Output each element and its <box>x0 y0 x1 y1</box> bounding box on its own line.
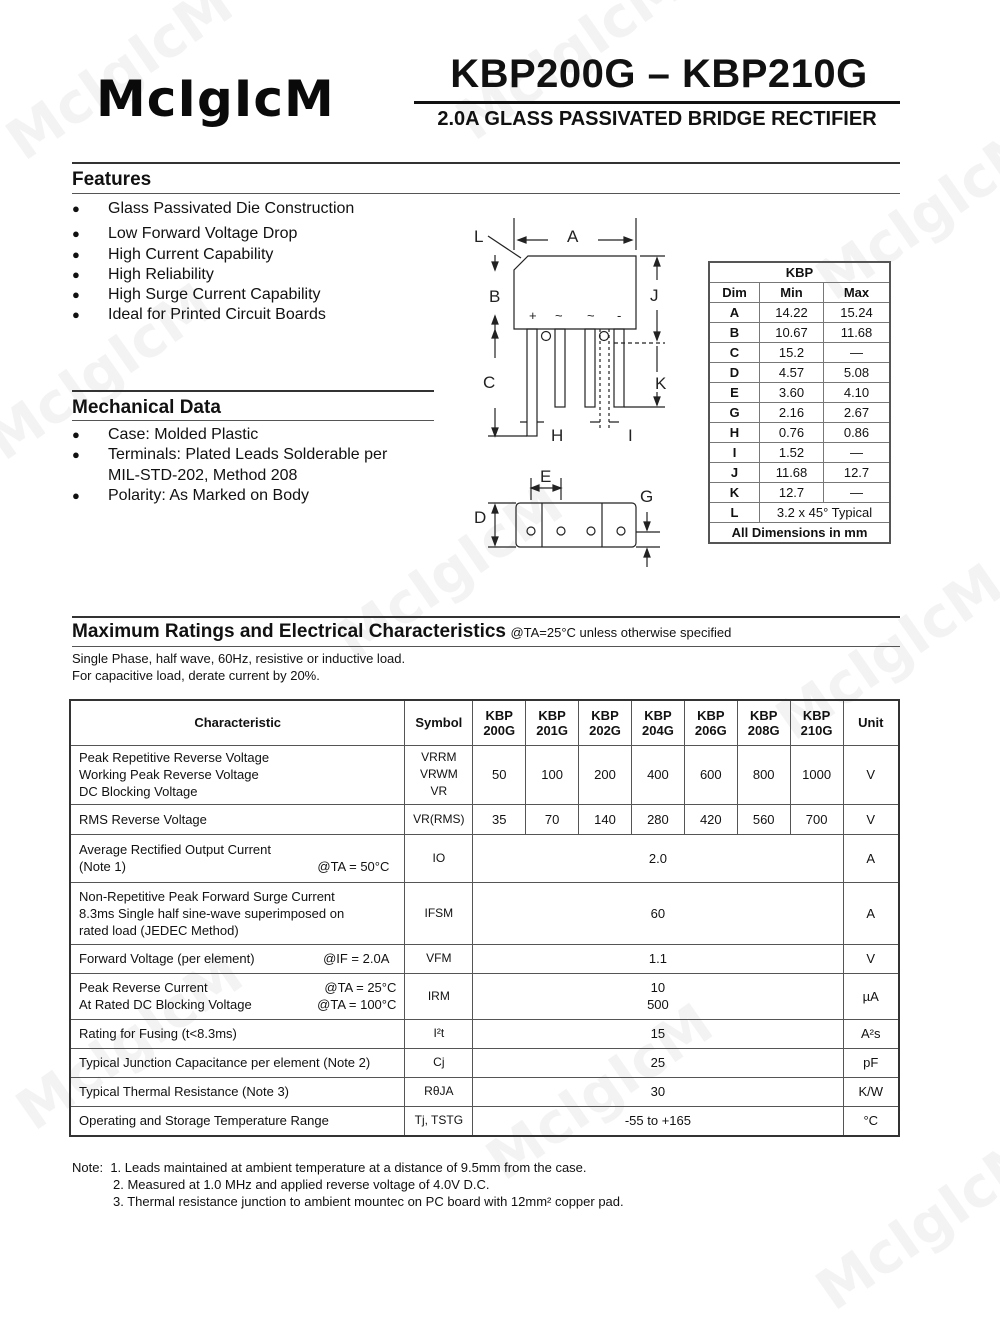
kink <box>600 332 609 341</box>
symbol-cell: RθJA <box>405 1077 473 1106</box>
table-row <box>70 1048 899 1077</box>
mechanical-heading: Mechanical Data <box>72 397 221 418</box>
part-suffix: 204G <box>642 722 674 738</box>
col-characteristic: Characteristic <box>70 700 405 745</box>
max-cell: 11.68 <box>824 323 891 343</box>
part-prefix: KBP <box>644 707 672 723</box>
part-prefix: KBP <box>538 707 566 723</box>
ratings-table <box>69 699 900 1137</box>
dim-table-header: Min <box>760 283 824 303</box>
dim-cell: A <box>709 303 760 323</box>
list-item: ● High Current Capability <box>72 245 354 265</box>
char-line: Peak Reverse Current @TA = 25°C <box>79 980 397 995</box>
list-item: ● Case: Molded Plastic <box>72 425 417 445</box>
value-cell: 1000 <box>790 745 843 804</box>
symbol-cell: VR(RMS) <box>405 804 473 834</box>
max-cell: 15.24 <box>824 303 891 323</box>
symbol-cell: IFSM <box>405 882 473 944</box>
ratings-heading: Maximum Ratings and Electrical Characteristics <box>72 621 506 642</box>
divider <box>72 616 900 618</box>
value-cell: 60 <box>473 882 843 944</box>
dim-label: E <box>540 467 552 486</box>
char-line: Average Rectified Output Current <box>79 842 271 857</box>
list-item: ● Glass Passivated Die Construction <box>72 199 354 219</box>
watermark <box>805 1121 1000 1323</box>
characteristic-cell <box>70 745 405 804</box>
characteristic-cell <box>70 882 405 944</box>
dim-cell: L <box>709 503 760 523</box>
note-line: 2. Measured at 1.0 MHz and applied reverse voltage of 4.0V D.C. <box>113 1177 490 1192</box>
unit-cell: pF <box>843 1048 899 1077</box>
table-row <box>70 973 899 1019</box>
table-row <box>70 1019 899 1048</box>
min-cell: 15.2 <box>760 343 824 363</box>
divider <box>72 162 900 164</box>
max-cell: 4.10 <box>824 383 891 403</box>
char-line: DC Blocking Voltage <box>79 784 198 799</box>
max-cell: 12.7 <box>824 463 891 483</box>
value-cell: 560 <box>737 804 790 834</box>
value-cell: 70 <box>526 804 579 834</box>
symbol-cell: I²t <box>405 1019 473 1048</box>
arrowhead <box>654 397 660 405</box>
value-cell: 3.2 x 45° Typical <box>760 503 891 523</box>
dim-cell: J <box>709 463 760 483</box>
kink <box>542 332 551 341</box>
table-row <box>709 483 890 503</box>
table-row <box>70 1106 899 1136</box>
dim-table-header: Dim <box>709 283 760 303</box>
value-cell: 600 <box>684 745 737 804</box>
list-item: ● Polarity: As Marked on Body <box>72 486 417 506</box>
condition: @TA = 25°C <box>324 980 397 995</box>
dim-label: I <box>628 426 633 445</box>
part-prefix: KBP <box>485 707 513 723</box>
col-part <box>526 700 579 745</box>
value-cell: 800 <box>737 745 790 804</box>
symbol: VRWM <box>419 767 458 781</box>
unit-cell: V <box>843 804 899 834</box>
symbol-cell: IRM <box>405 973 473 1019</box>
dim-cell: I <box>709 443 760 463</box>
dim-label: G <box>640 487 654 506</box>
ratings-note-1: Single Phase, half wave, 60Hz, resistive or inductive load. <box>72 651 406 666</box>
characteristic-cell: Typical Junction Capacitance per element (Note 2) <box>70 1048 405 1077</box>
part-suffix: 202G <box>589 722 621 738</box>
part-prefix: KBP <box>749 707 778 723</box>
unit-cell: A <box>843 834 899 882</box>
table-row <box>709 463 890 483</box>
table-row <box>70 745 899 804</box>
char-line: Peak Repetitive Reverse Voltage <box>79 750 270 765</box>
table-row <box>709 423 890 443</box>
dim-table-package: KBP <box>709 262 890 283</box>
part-range-title: KBP200G – KBP210G <box>450 52 868 96</box>
package-bottom-view <box>516 503 636 547</box>
dim-cell: G <box>709 403 760 423</box>
col-part <box>790 700 843 745</box>
table-row <box>70 882 899 944</box>
table-row <box>709 503 890 523</box>
min-cell: 14.22 <box>760 303 824 323</box>
value-cell: 200 <box>579 745 632 804</box>
condition: @IF = 2.0A <box>323 951 390 966</box>
dim-table-header: Max <box>824 283 891 303</box>
dim-table-footer: All Dimensions in mm <box>709 523 890 544</box>
list-item: ● High Surge Current Capability <box>72 285 354 305</box>
unit-cell: A²s <box>843 1019 899 1048</box>
table-row <box>709 343 890 363</box>
dim-label: C <box>483 373 496 392</box>
part-prefix: KBP <box>591 707 619 723</box>
table-row <box>709 323 890 343</box>
unit-cell: V <box>843 944 899 973</box>
ratings-heading-row <box>72 621 731 643</box>
dim-label: K <box>655 374 667 393</box>
features-list <box>72 199 354 326</box>
value-cell: 700 <box>790 804 843 834</box>
lead-hole <box>527 527 535 535</box>
value-cell: 25 <box>473 1048 843 1077</box>
lead-hole <box>617 527 625 535</box>
symbol-cell: Cj <box>405 1048 473 1077</box>
col-part <box>579 700 632 745</box>
char-line: (Note 1) @TA = 50°C <box>79 858 396 875</box>
note-line: 3. Thermal resistance junction to ambient mountec on PC board with 12mm² copper pad. <box>113 1194 624 1209</box>
condition: @TA = 50°C <box>317 859 390 874</box>
value-cell: 140 <box>579 804 632 834</box>
min-cell: 0.76 <box>760 423 824 443</box>
brand-logo: McIgIcM <box>96 70 335 128</box>
unit-cell: K/W <box>843 1077 899 1106</box>
leader <box>488 236 521 258</box>
unit-cell: °C <box>843 1106 899 1136</box>
dim-label: B <box>489 287 501 306</box>
max-cell: — <box>824 443 891 463</box>
divider <box>72 193 900 194</box>
dimension-table <box>708 261 891 544</box>
characteristic-cell: Forward Voltage (per element) @IF = 2.0A <box>70 944 405 973</box>
value-line: 10 <box>650 980 666 995</box>
min-cell: 1.52 <box>760 443 824 463</box>
part-suffix: 208G <box>747 722 780 738</box>
pin-mark: ~ <box>555 308 563 323</box>
max-cell: 5.08 <box>824 363 891 383</box>
pin-mark: ~ <box>587 308 595 323</box>
char-line: 8.3ms Single half sine-wave superimposed on <box>79 905 345 921</box>
table-row <box>709 363 890 383</box>
list-item: ● Terminals: Plated Leads Solderable per MIL-STD-202, Method 208 <box>72 445 417 486</box>
value-cell: 15 <box>473 1019 843 1048</box>
lead-hole <box>557 527 565 535</box>
value-cell: 1.1 <box>473 944 843 973</box>
symbol-cell: VFM <box>405 944 473 973</box>
value-cell: 420 <box>684 804 737 834</box>
characteristic-cell: Typical Thermal Resistance (Note 3) <box>70 1077 405 1106</box>
col-unit: Unit <box>843 700 899 745</box>
char-line: At Rated DC Blocking Voltage @TA = 100°C <box>79 997 397 1012</box>
symbol-cell: Tj, TSTG <box>405 1106 473 1136</box>
part-suffix: 210G <box>800 722 833 738</box>
dim-cell: B <box>709 323 760 343</box>
col-part <box>737 700 790 745</box>
symbol-cell <box>405 745 473 804</box>
part-suffix: 201G <box>536 722 569 738</box>
lead <box>527 329 537 436</box>
table-row <box>709 443 890 463</box>
characteristic-cell: RMS Reverse Voltage <box>70 804 405 834</box>
value-cell: 50 <box>473 745 526 804</box>
notes-prefix: Note: <box>72 1160 104 1175</box>
divider <box>72 390 434 392</box>
table-header-row <box>70 700 899 745</box>
dim-cell: H <box>709 423 760 443</box>
value-cell: 400 <box>631 745 684 804</box>
lead <box>555 329 565 407</box>
min-cell: 12.7 <box>760 483 824 503</box>
table-row <box>70 944 899 973</box>
part-prefix: KBP <box>697 707 725 723</box>
arrowhead <box>644 522 650 557</box>
value-cell: 280 <box>631 804 684 834</box>
dim-label: L <box>474 227 484 246</box>
char-line: Non-Repetitive Peak Forward Surge Current <box>79 888 335 904</box>
value-cell: 2.0 <box>473 834 843 882</box>
char-line: Working Peak Reverse Voltage <box>79 767 259 782</box>
dim-label: D <box>474 508 487 527</box>
max-cell: — <box>824 483 891 503</box>
table-row <box>709 383 890 403</box>
value-cell: 35 <box>473 804 526 834</box>
dim-label: H <box>551 426 564 445</box>
max-cell: 0.86 <box>824 423 891 443</box>
divider <box>72 646 900 647</box>
max-cell: — <box>824 343 891 363</box>
dim-label: J <box>650 286 659 305</box>
dim-cell: E <box>709 383 760 403</box>
col-part <box>684 700 737 745</box>
lead-hole <box>587 527 595 535</box>
notes <box>72 1159 624 1210</box>
characteristic-cell <box>70 973 405 1019</box>
list-item: ● High Reliability <box>72 265 354 285</box>
symbol-cell: IO <box>405 834 473 882</box>
table-row <box>70 834 899 882</box>
table-row <box>70 1077 899 1106</box>
pin-mark: - <box>617 308 622 323</box>
unit-cell: µA <box>843 973 899 1019</box>
char-line: rated load (JEDEC Method) <box>79 922 239 938</box>
symbol: VR <box>430 784 448 798</box>
lead <box>614 329 624 407</box>
characteristic-cell: Rating for Fusing (t<8.3ms) <box>70 1019 405 1048</box>
mechanical-list <box>72 425 417 507</box>
dim-cell: C <box>709 343 760 363</box>
value-cell <box>473 973 843 1019</box>
characteristic-cell <box>70 834 405 882</box>
table-row <box>709 403 890 423</box>
table-row <box>709 303 890 323</box>
value-line: 500 <box>647 997 669 1012</box>
part-suffix: 200G <box>483 722 516 738</box>
min-cell: 2.16 <box>760 403 824 423</box>
col-part <box>631 700 684 745</box>
unit-cell: A <box>843 882 899 944</box>
unit-cell: V <box>843 745 899 804</box>
max-cell: 2.67 <box>824 403 891 423</box>
features-heading: Features <box>72 169 152 190</box>
product-subtitle: 2.0A GLASS PASSIVATED BRIDGE RECTIFIER <box>437 108 877 130</box>
package-outline-diagram <box>465 212 675 572</box>
table-row <box>70 804 899 834</box>
min-cell: 3.60 <box>760 383 824 403</box>
symbol: VRRM <box>421 750 457 764</box>
title-rule <box>414 101 900 104</box>
ratings-note-2: For capacitive load, derate current by 20%. <box>72 668 320 683</box>
pin-mark: + <box>529 308 537 323</box>
value-cell: -55 to +165 <box>473 1106 843 1136</box>
part-prefix: KBP <box>802 707 831 723</box>
part-suffix: 206G <box>694 722 727 738</box>
list-item: ● Low Forward Voltage Drop <box>72 224 354 244</box>
min-cell: 4.57 <box>760 363 824 383</box>
min-cell: 11.68 <box>760 463 824 483</box>
min-cell: 10.67 <box>760 323 824 343</box>
dim-label: A <box>567 227 579 246</box>
value-cell: 30 <box>473 1077 843 1106</box>
dim-cell: D <box>709 363 760 383</box>
ratings-condition: @TA=25°C unless otherwise specified <box>510 625 732 640</box>
characteristic-cell: Operating and Storage Temperature Range <box>70 1106 405 1136</box>
divider <box>72 420 434 421</box>
lead <box>585 329 595 407</box>
note-line: Note: 1. Leads maintained at ambient temperature at a distance of 9.5mm from the case. <box>72 1160 587 1175</box>
list-item: ● Ideal for Printed Circuit Boards <box>72 305 354 325</box>
condition: @TA = 100°C <box>317 997 397 1012</box>
col-part <box>473 700 526 745</box>
col-symbol: Symbol <box>405 700 473 745</box>
dim-cell: K <box>709 483 760 503</box>
value-cell: 100 <box>526 745 579 804</box>
